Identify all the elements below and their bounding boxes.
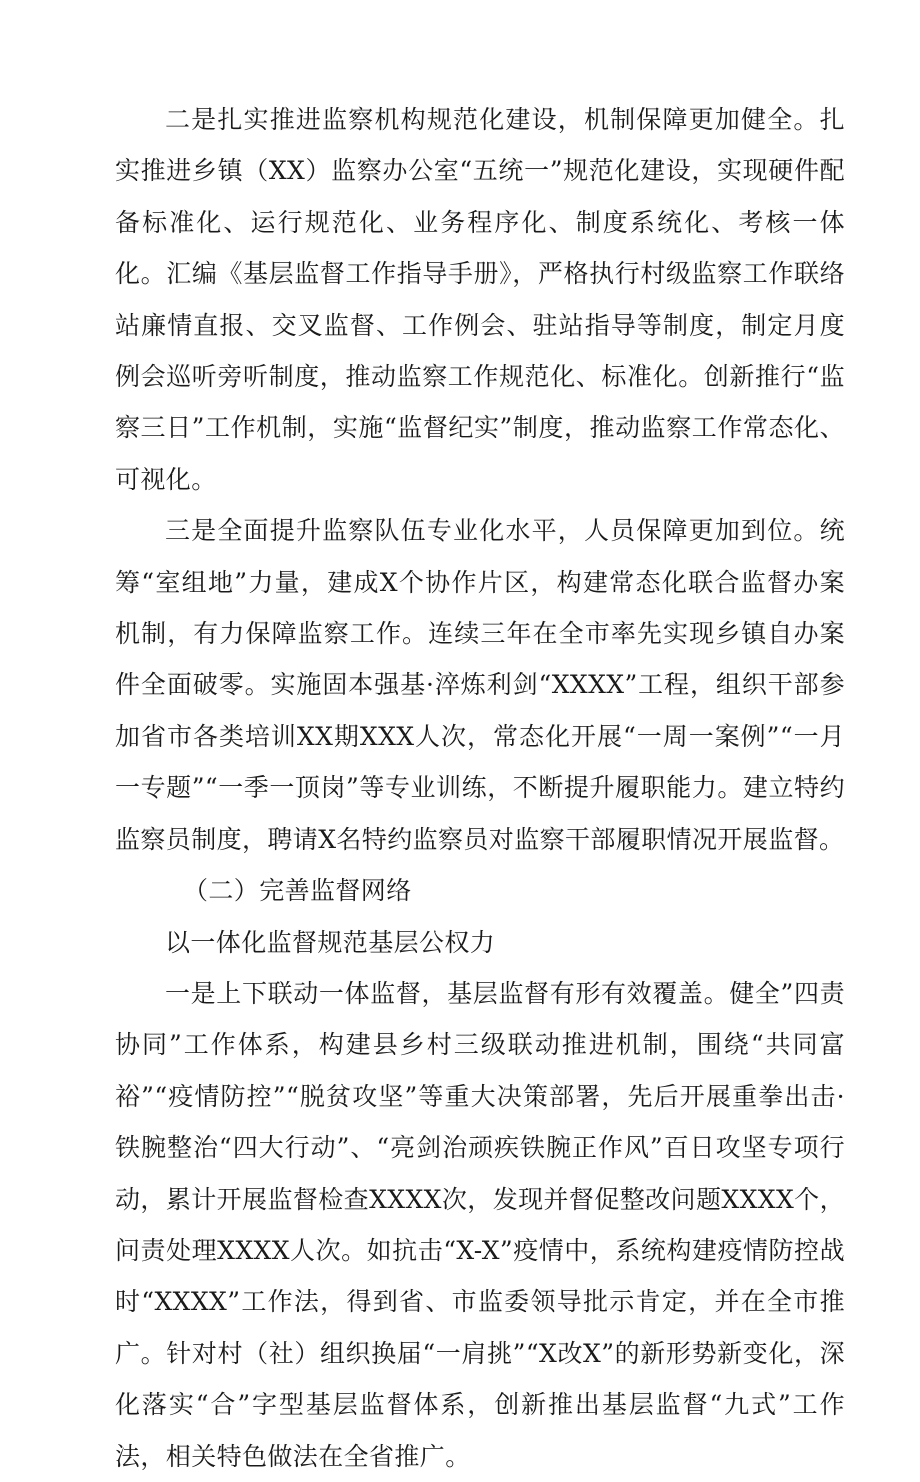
document-body xyxy=(115,94,845,1482)
paragraph-integrated-supervision: 一是上下联动一体监督，基层监督有形有效覆盖。健全”四责协同”工作体系，构建县乡村三级联动推进机制，围绕“共同富裕”“疫情防控”“脱贫攻坚”等重大决策部署，先后开展重拳出击·铁腕整治“四大行动”、“亮剑治顽疾铁腕正作风”百日攻坚专项行动，累计开展监督检查XXXX次，发现并督促整改问题XXXX个，问责处理XXXX人次。如抗击“X-X”疫情中，系统构建疫情防控战时“XXXX”工作法，得到省、市监委领导批示肯定，并在全市推广。针对村（社）组织换届“一肩挑”“X改X”的新形势新变化，深化落实“合”字型基层监督体系，创新推出基层监督“九式”工作法，相关特色做法在全省推广。 xyxy=(115,978,845,1471)
section-heading: （二）完善监督网络 xyxy=(183,876,412,906)
sub-heading: 以一体化监督规范基层公权力 xyxy=(165,927,496,957)
paragraph-team-professionalization: 三是全面提升监察队伍专业化水平，人员保障更加到位。统筹“室组地”力量，建成X个协作片区，构建常态化联合监督办案机制，有力保障监察工作。连续三年在全市率先实现乡镇自办案件全面破零。实施固本强基·淬炼利剑“XXXX”工程，组织干部参加省市各类培训XX期XXX人次，常态化开展“一周一案例”“一月一专题”“一季一顶岗”等专业训练，不断提升履职能力。建立特约监察员制度，聘请X名特约监察员对监察干部履职情况开展监督。 xyxy=(115,516,845,854)
paragraph-institution-standardization: 二是扎实推进监察机构规范化建设，机制保障更加健全。扎实推进乡镇（XX）监察办公室“五统一”规范化建设，实现硬件配备标准化、运行规范化、业务程序化、制度系统化、考核一体化。汇编《基层监督工作指导手册》，严格执行村级监察工作联络站廉情直报、交叉监督、工作例会、驻站指导等制度，制定月度例会巡听旁听制度，推动监察工作规范化、标准化。创新推行“监察三日”工作机制，实施“监督纪实”制度，推动监察工作常态化、可视化。 xyxy=(115,105,845,494)
